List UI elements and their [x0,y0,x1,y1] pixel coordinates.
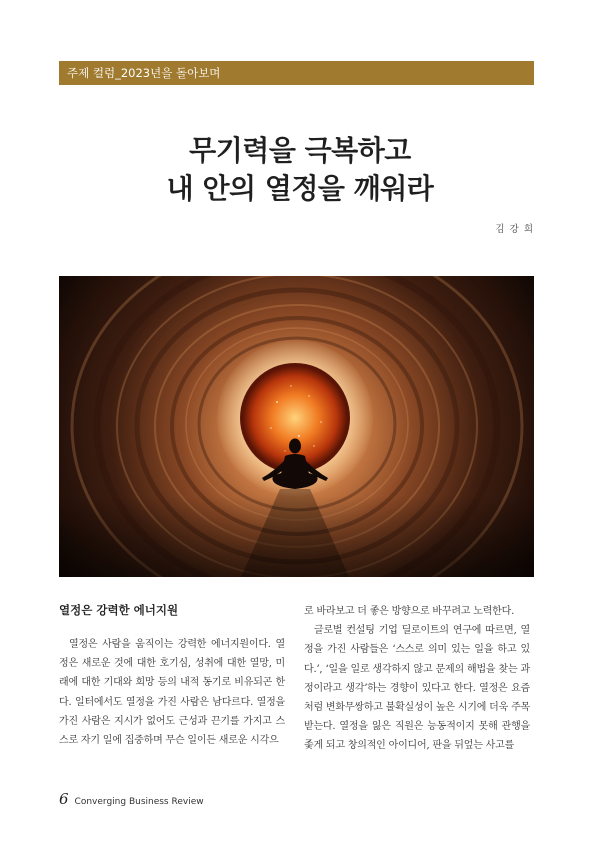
body-paragraph: 글로벌 컨설팅 기업 딜로이트의 연구에 따르면, 열정을 가진 사람들은 ‘스스로 의미 있는 일을 하고 있다.’, ‘일을 일로 생각하지 않고 문제의 해법을 찾는 과정이라고 생각’하는 경향이 있다고 한다. 열정은 요즘처럼 변화무쌍하고 불확실성이 높은 시기에 더욱 주목받는다. 열정을 잃은 직원은 능동적이지 못해 관행을 좇게 되고 창의적인 아이디어, 판을 뒤엎는 사고를 [304,625,530,752]
page-footer [59,790,204,808]
article-title [0,132,600,208]
author-name: 김 강 희 [495,224,534,235]
section-subheading: 열정은 강력한 에너지원 [59,603,179,617]
article-title-line-2: 내 안의 열정을 깨워라 [166,172,434,205]
category-banner: 주제 컬럼_2023년을 돌아보며 [59,61,534,85]
tunnel-meditation-illustration [59,276,534,577]
publication-name: Converging Business Review [74,797,204,807]
left-column [59,602,285,750]
page-number: 6 [59,790,69,808]
hero-image [59,276,534,577]
right-column [304,602,530,756]
body-paragraph: 열정은 사람을 움직이는 강력한 에너지원이다. 열정은 새로운 것에 대한 호기심, 성취에 대한 열망, 미래에 대한 기대와 희망 등의 내적 동기로 비유되곤 한다. 일터에서도 열정을 가진 사람은 남다르다. 열정을 가진 사람은 지시가 없어도 근성과 끈기를 가지고 스스로 자기 일에 집중하며 무슨 일이든 새로운 시각으 [59,639,285,747]
article-title-line-1: 무기력을 극복하고 [189,134,411,167]
body-paragraph: 로 바라보고 더 좋은 방향으로 바꾸려고 노력한다. [304,606,515,617]
